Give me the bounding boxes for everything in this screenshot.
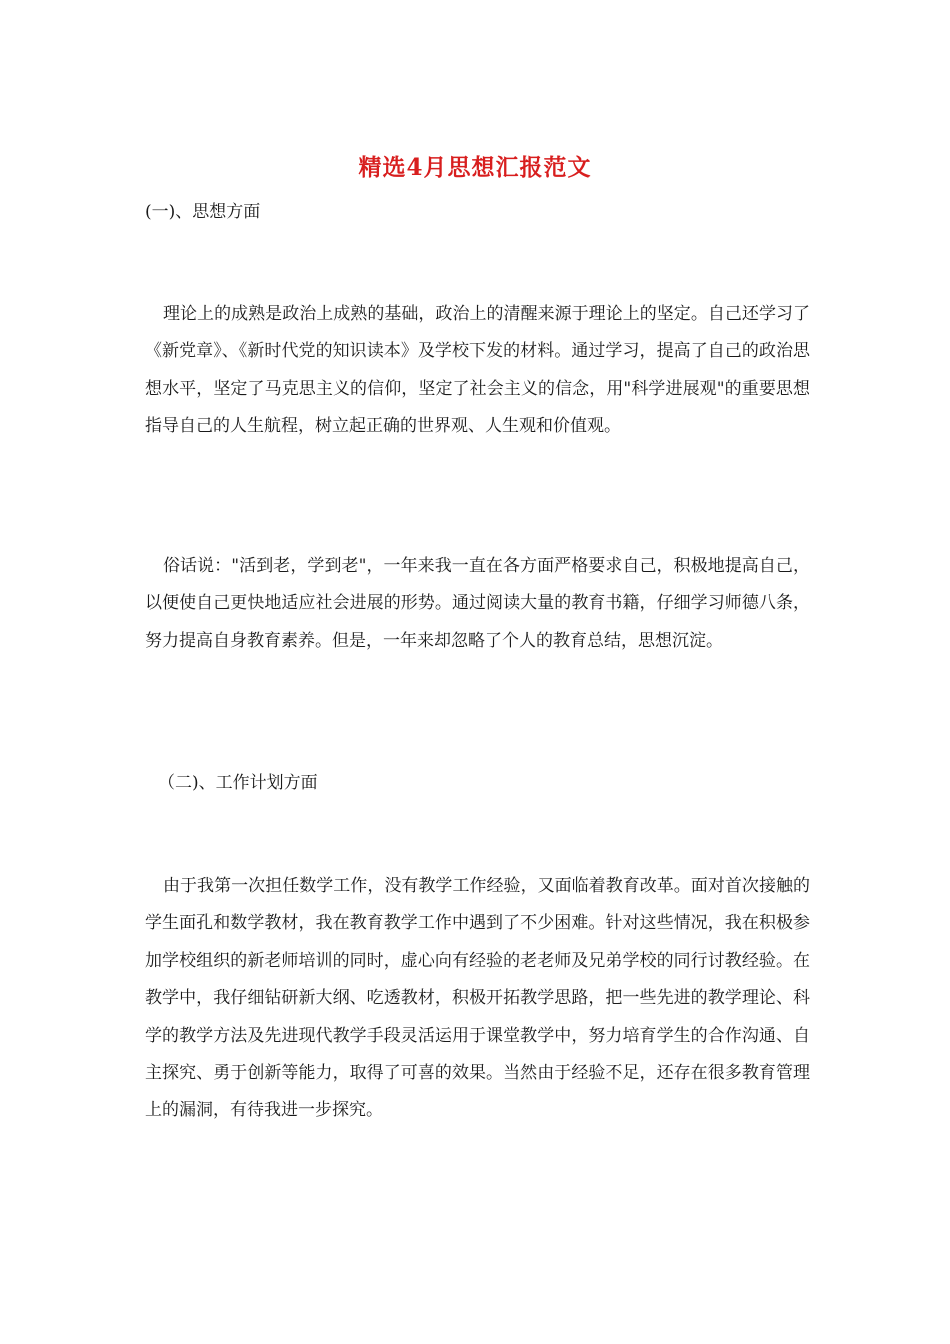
paragraph-thought-theory: 理论上的成熟是政治上成熟的基础，政治上的清醒来源于理论上的坚定。自己还学习了《新党章》、《新时代党的知识读本》及学校下发的材料。通过学习，提高了自己的政治思想水平，坚定了马克思主义的信仰，坚定了社会主义的信念，用"科学进展观"的重要思想指导自己的人生航程，树立起正确的世界观、人生观和价值观。 — [145, 304, 810, 437]
section-heading-thought: (一)、思想方面 — [145, 202, 261, 222]
paragraph-thought-learning: 俗话说："活到老，学到老"，一年来我一直在各方面严格要求自己，积极地提高自己，以便使自己更快地适应社会进展的形势。通过阅读大量的教育书籍，仔细学习师德八条，努力提高自身教育素养。但是，一年来却忽略了个人的教育总结，思想沉淀。 — [145, 556, 810, 651]
document-title: 精选4月思想汇报范文 — [358, 154, 592, 181]
section-heading-work-plan: （二)、工作计划方面 — [158, 773, 318, 793]
paragraph-work-plan: 由于我第一次担任数学工作，没有教学工作经验，又面临着教育改革。面对首次接触的学生面孔和数学教材，我在教育教学工作中遇到了不少困难。针对这些情况，我在积极参加学校组织的新老师培训的同时，虚心向有经验的老老师及兄弟学校的同行讨教经验。在教学中，我仔细钻研新大纲、吃透教材，积极开拓教学思路，把一些先进的教学理论、科学的教学方法及先进现代教学手段灵活运用于课堂教学中，努力培育学生的合作沟通、自主探究、勇于创新等能力，取得了可喜的效果。当然由于经验不足，还存在很多教育管理上的漏洞，有待我进一步探究。 — [145, 876, 810, 1121]
